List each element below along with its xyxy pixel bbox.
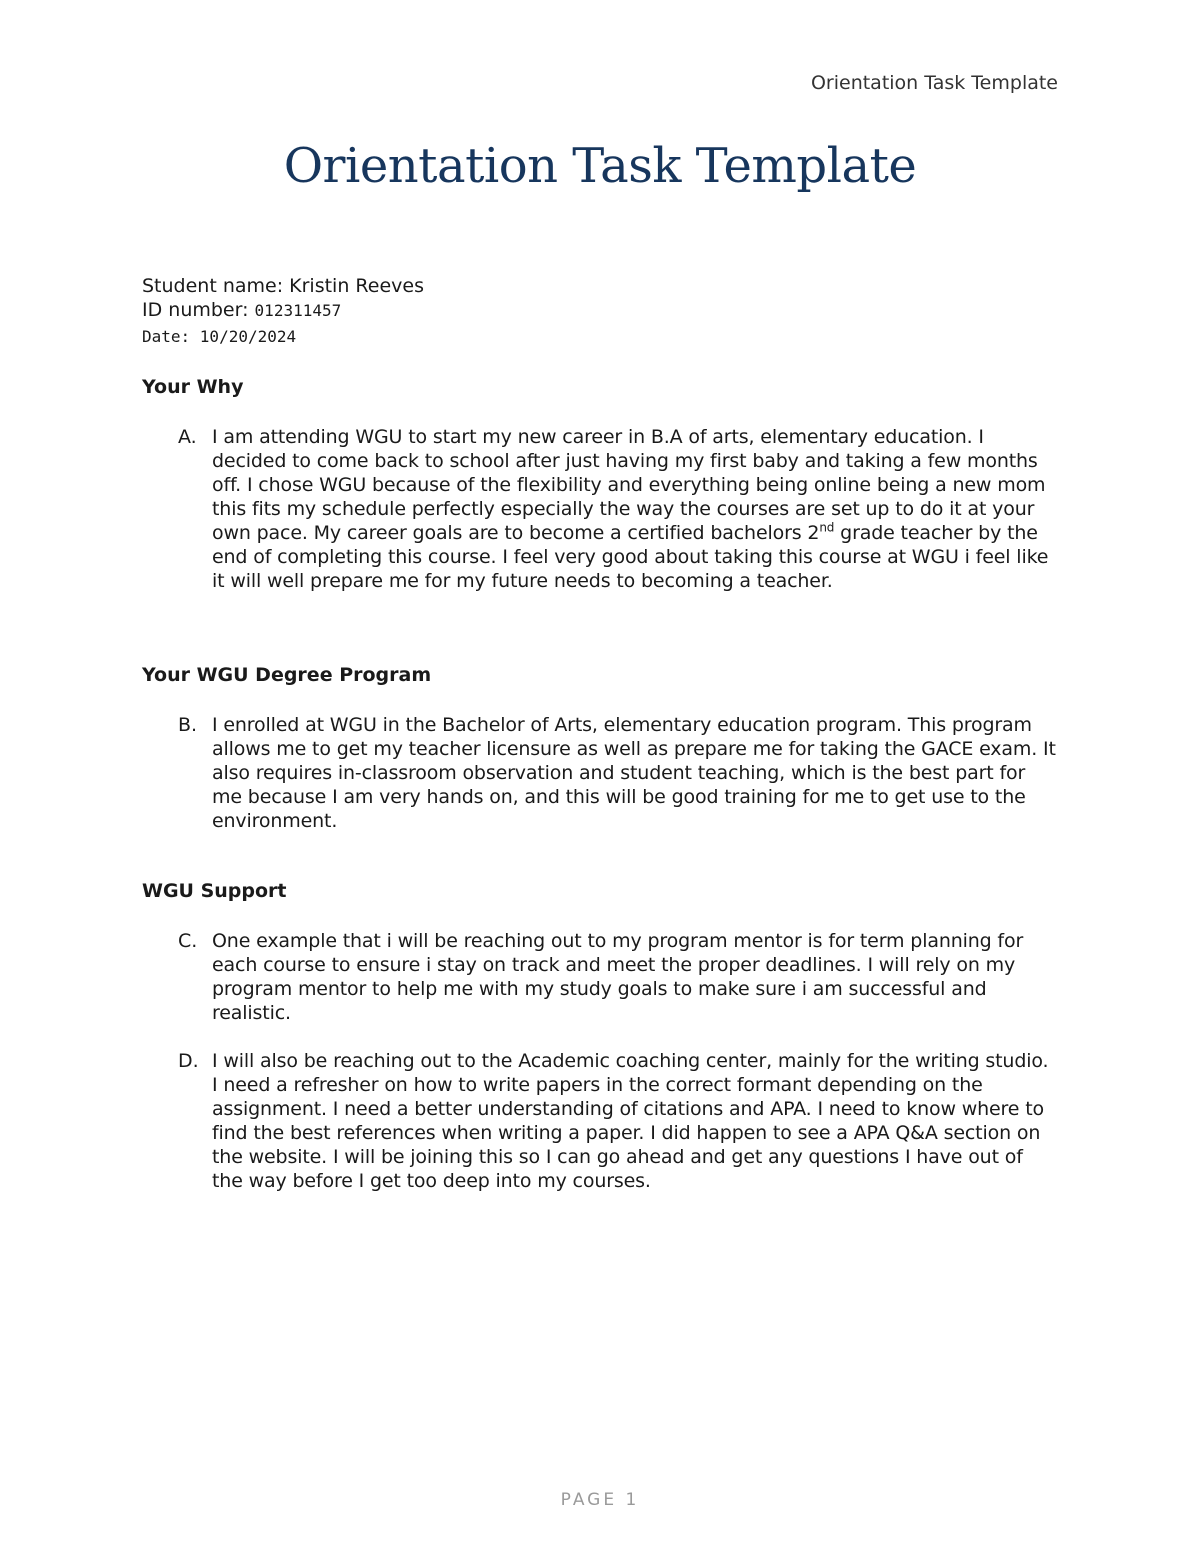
heading-wgu-support: WGU Support xyxy=(142,880,287,902)
list-item-d xyxy=(142,1049,1062,1193)
document-body xyxy=(142,274,1062,1193)
student-name: Student name: Kristin Reeves xyxy=(142,275,424,297)
document-title: Orientation Task Template xyxy=(283,138,917,194)
list-marker: A. xyxy=(178,426,197,448)
list-item-text: I am attending WGU to start my new career in B.A of arts, elementary education. I decided to come back to school after just having my first baby and taking a few months off. I chose WGU because of the flexibility and everything being online being a new mom this fits my schedule perfectly especially the way the courses are set up to do it at your own pace. My career goals are to become a certified bachelors 2nd grade teacher by the end of completing this course. I feel very good about taking this course at WGU i feel like it will well prepare me for my future needs to becoming a teacher. xyxy=(212,426,1049,592)
student-id-label: ID number: xyxy=(142,299,255,321)
list-marker: B. xyxy=(178,714,198,736)
heading-your-why: Your Why xyxy=(142,376,244,398)
student-id-value: 012311457 xyxy=(254,301,342,320)
running-header: Orientation Task Template xyxy=(810,72,1058,94)
list-item-a xyxy=(142,425,1062,593)
page-number: PAGE 1 xyxy=(560,1490,640,1510)
list-item-c xyxy=(142,929,1062,1025)
list-item-text: I enrolled at WGU in the Bachelor of Arts, elementary education program. This program allows me to get my teacher licensure as well as prepare me for taking the GACE exam. It also requires in-classroom observation and student teaching, which is the best part for me because I am very hands on, and this will be good training for me to get use to the environment. xyxy=(212,714,1056,832)
list-marker: C. xyxy=(178,930,198,952)
student-id xyxy=(142,298,1062,323)
list-item-b xyxy=(142,713,1062,833)
heading-degree-program: Your WGU Degree Program xyxy=(142,664,432,686)
list-marker: D. xyxy=(178,1050,199,1072)
list-item-text: One example that i will be reaching out to my program mentor is for term planning for each course to ensure i stay on track and meet the proper deadlines. I will rely on my program mentor to help me with my study goals to make sure i am successful and realistic. xyxy=(212,930,1024,1024)
list-item-text: I will also be reaching out to the Academic coaching center, mainly for the writing studio. I need a refresher on how to write papers in the correct formant depending on the assignment. I need a better understanding of citations and APA. I need to know where to find the best references when writing a paper. I did happen to see a APA Q&A section on the website. I will be joining this so I can go ahead and get any questions I have out of the way before I get too deep into my courses. xyxy=(212,1050,1049,1192)
date-line: Date: 10/20/2024 xyxy=(142,327,297,346)
